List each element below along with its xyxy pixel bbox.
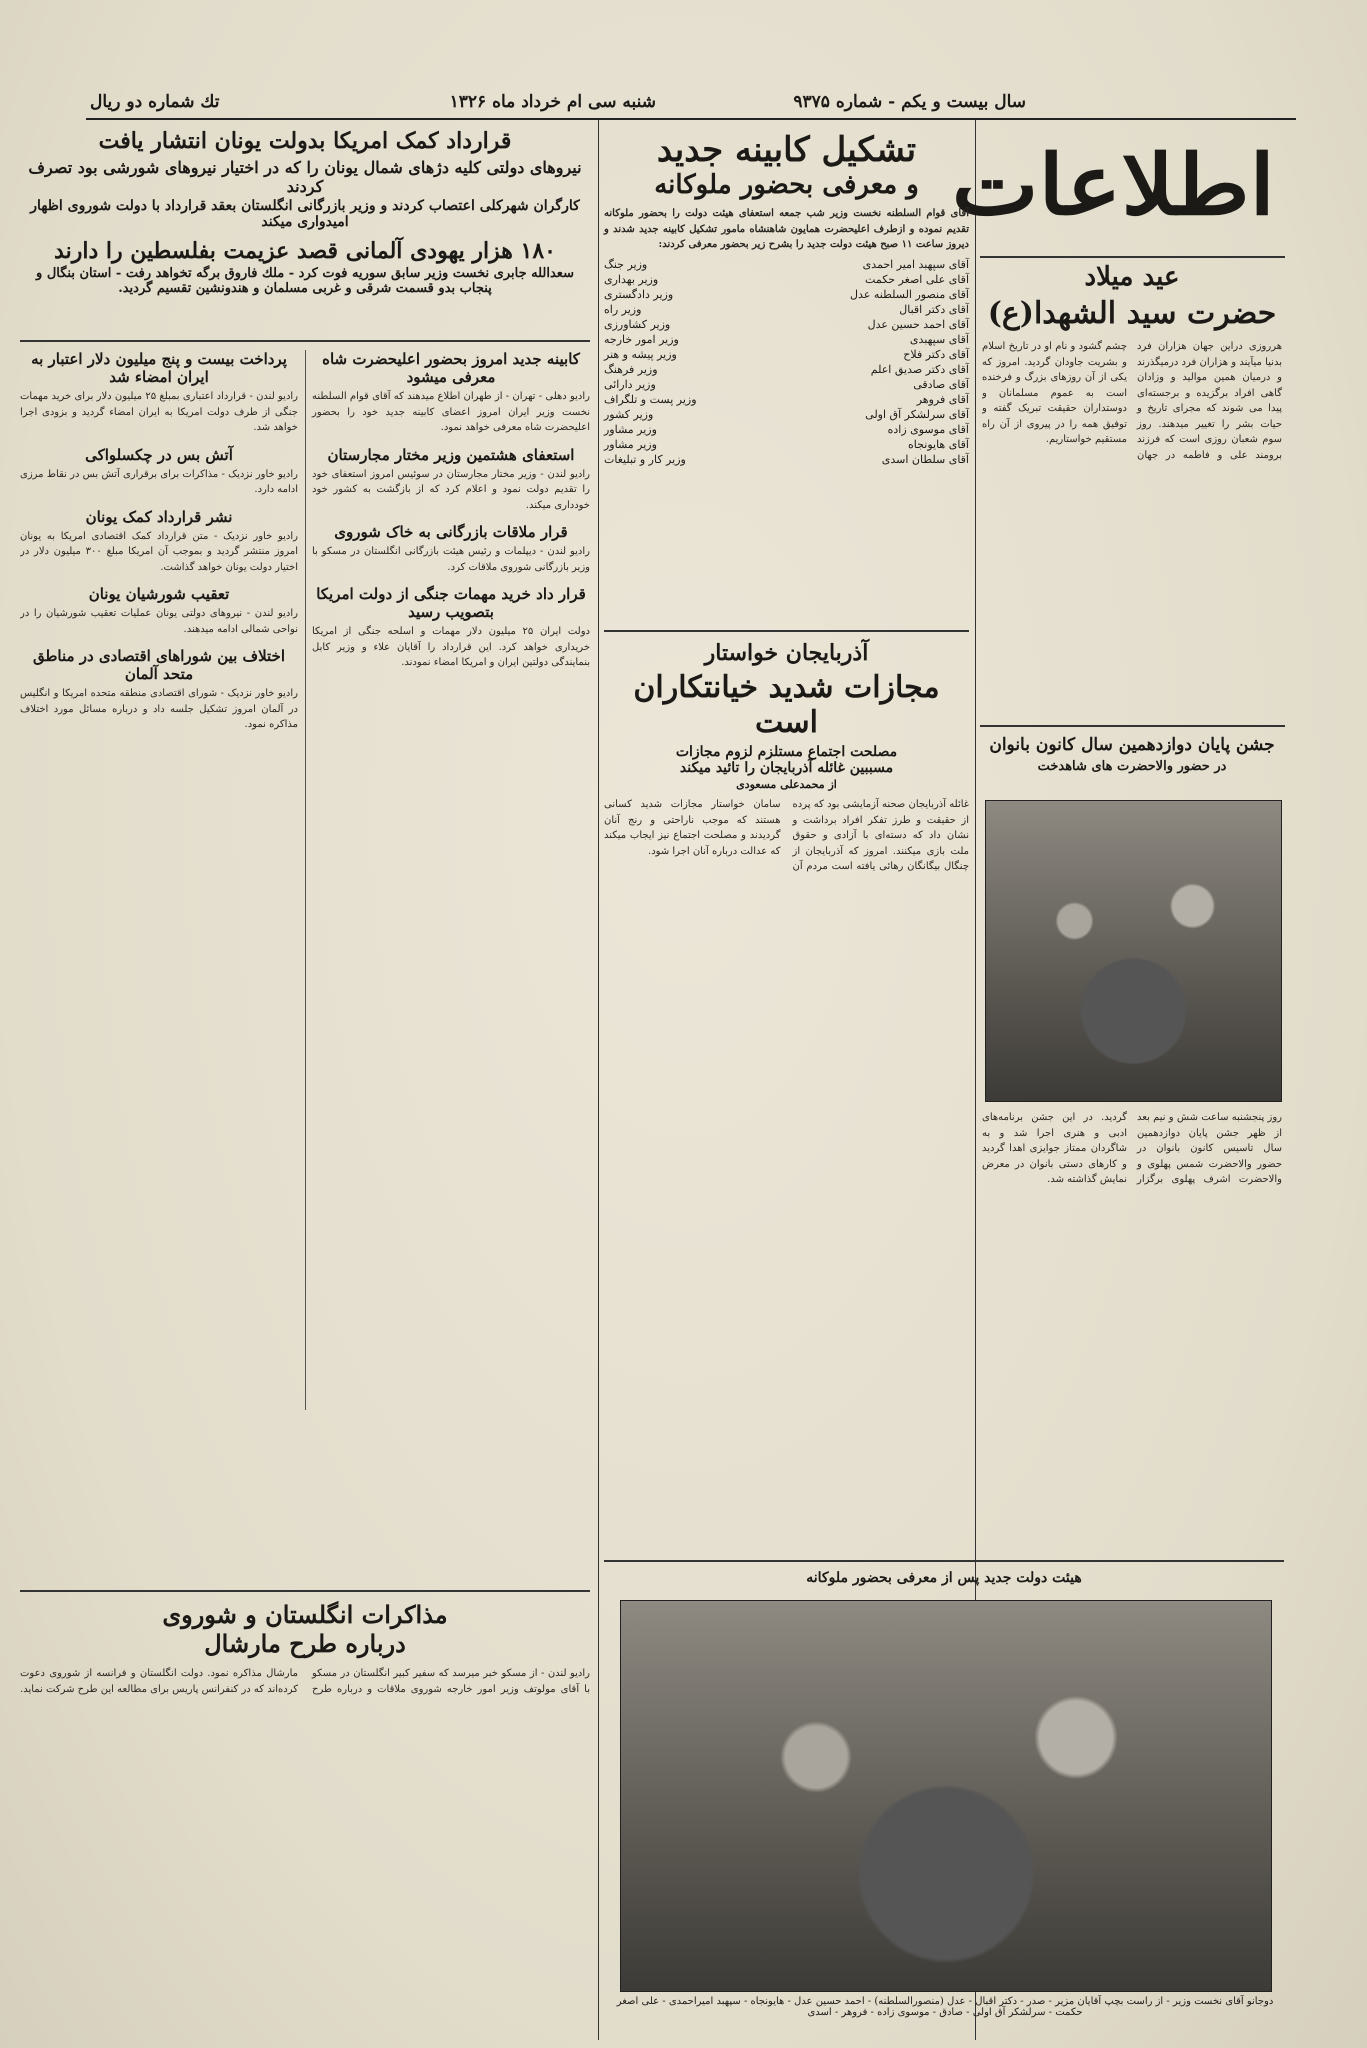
minister-name: آقای احمد حسین عدل — [867, 317, 969, 331]
palestine-body: سعدالله جابری نخست وزیر سابق سوریه فوت کرد - ملك فاروق برگه تخواهد رفت - استان بنگال و پنجاب بدو قسمت شرقی و غربی مسلمان و هندونشین تقسیم گردید. — [36, 266, 574, 296]
news-item — [20, 647, 298, 733]
minister-row — [604, 257, 969, 272]
minister-row — [604, 392, 969, 407]
news-item — [312, 585, 590, 671]
news-item-title: استعفای هشتمین وزیر مختار مجارستان — [327, 445, 575, 464]
minister-post: وزیر کشور — [604, 407, 654, 421]
cabinet-title: تشکیل کابینه جدید — [656, 130, 917, 170]
minister-row — [604, 317, 969, 332]
greece-title: قرارداد کمک امریکا بدولت یونان انتشار یافت — [98, 128, 512, 154]
cabinet-article — [604, 130, 969, 467]
minister-name: آقای سرلشکر آق اولی — [865, 407, 969, 421]
news-item-title: آتش بس در چکسلواکی — [85, 445, 233, 464]
news-item-body: رادیو لندن - نیروهای دولتی یونان عملیات تعقیب شورشیان را در نواحی شمالی ادامه میدهند. — [20, 608, 298, 635]
minister-row — [604, 407, 969, 422]
news-item-title: کابینه جدید امروز بحضور اعلیحضرت شاه معرفی میشود — [322, 350, 580, 386]
minister-name: آقای موسوی زاده — [887, 422, 969, 436]
bottom-photo-title: هیئت دولت جدید پس از معرفی بحضور ملوکانه — [806, 1570, 1082, 1586]
minister-row — [604, 437, 969, 452]
cabinet-photo — [620, 1600, 1272, 1992]
minister-post: وزیر دارائی — [604, 377, 656, 391]
minister-post: وزیر مشاور — [604, 437, 657, 451]
minister-post: وزیر کشاورزی — [604, 317, 671, 331]
minister-row — [604, 287, 969, 302]
news-item-title: تعقیب شورشیان یونان — [88, 585, 230, 603]
cabinet-intro: آقای قوام السلطنه نخست وزیر شب جمعه استعفای هیئت دولت را بحضور ملوکانه تقدیم نموده و ازطرف اعلیحضرت همایون شاهنشاه مامور تشکیل کابینه جدید شدند و دیروز ساعت ۱۱ صبح هیئت دولت جدید را بشرح زیر بحضور معرفی کردند: — [604, 208, 969, 250]
minister-post: وزیر کار و تبلیغات — [604, 452, 686, 466]
news-item-body: رادیو خاور نزدیک - مذاکرات برای برقراری آتش بس در نقاط مرزی ادامه دارد. — [20, 468, 298, 495]
azerbaijan-body: غائله آذربایجان صحنه آزمایشی بود که پرده از حقیقت و طرز تفکر افراد برداشت و نشان داد که دسته‌ای با آزادی و حقوق ملت بازی میکنند. امروز که آذربایجان از چنگال بیگانگان رهائی یافته است مردم آن سامان خواستار مجازات شدید کسانی هستند که موجب ناراحتی و رنج آنان گردیدند و مصلحت اجتماع نیز ایجاب میکند که عدالت درباره آنان اجرا شود. — [604, 799, 969, 872]
minister-name: آقای منصور السلطنه عدل — [850, 287, 969, 301]
minister-row — [604, 272, 969, 287]
minister-name: آقای علی اصغر حکمت — [865, 272, 969, 286]
news-item — [312, 350, 590, 436]
greece-sub2: کارگران شهرکلی اعتصاب کردند و وزیر بازرگانی انگلستان بعقد قرارداد با دولت شوروی اظهار امیدواری میکند — [30, 198, 580, 230]
azerbaijan-title: مجازات شدید خیانتکاران است — [633, 670, 940, 740]
azerbaijan-kicker: آذربایجان خواستار — [704, 640, 869, 666]
masthead-rule — [980, 256, 1285, 258]
eid-title: عید میلاد — [1084, 262, 1180, 292]
palestine-title: ۱۸۰ هزار یهودی آلمانی قصد عزیمت بفلسطین را دارند — [54, 238, 556, 264]
minister-name: آقای سپهبد امیر احمدی — [862, 257, 969, 271]
minister-name: آقای صادقی — [913, 377, 969, 391]
azerbaijan-byline: از محمدعلی مسعودی — [736, 778, 837, 791]
greece-article — [20, 128, 590, 296]
azerbaijan-sub2: مسببین غائله آذربایجان را تائید میکند — [679, 760, 894, 776]
minister-name: آقای دکتر فلاح — [903, 347, 969, 361]
bottom-photo-caption: دوجانو آقای نخست وزیر - از راست بچپ آقایان مزیر - صدر - دکتر اقبال - عدل (منصورالسلطنه) - احمد حسین عدل - هایونجاه - سپهبد امیراحمدی - علی اصغر حکمت - سرلشکر آق اولی - صادق - موسوی زاده - فروهر - اسدی — [616, 1996, 1274, 2018]
issue-price: تك شماره دو ریال — [90, 92, 220, 112]
azerbaijan-article — [604, 640, 969, 1427]
women-day-body: روز پنجشنبه ساعت شش و نیم بعد از ظهر جشن پایان دوازدهمین سال تاسیس کانون بانوان در حضور والاحضرت شمس پهلوی و والاحضرت اشرف پهلوی برگزار گردید. در این جشن برنامه‌های ادبی و هنری اجرا شد و به شاگردان ممتاز جوایزی اهدا گردید و کارهای دستی بانوان در معرض نمایش گذاشته شد. — [982, 1112, 1282, 1185]
issue-date: شنبه سی ام خرداد ماه ۱۳۲۶ — [449, 92, 656, 112]
news-item — [20, 508, 298, 576]
issue-number: سال بیست و یکم - شماره ۹۳۷۵ — [793, 92, 1026, 112]
news-item-body: رادیو خاور نزدیک - متن قرارداد کمک اقتصادی امریکا به یونان امروز منتشر گردید و بموجب آن امریکا مبلغ ۳۰۰ میلیون دلار در اختیار دولت یونان خواهد گذاشت. — [20, 530, 299, 573]
women-day-photo — [985, 800, 1282, 1102]
section-rule — [980, 725, 1285, 727]
news-item-body: رادیو خاور نزدیک - شورای اقتصادی منطقه متحده امریکا و انگلیس در آلمان امروز تشکیل جلسه داد و درباره مسائل مورد اختلاف مذاکره نمود. — [20, 688, 298, 730]
news-item — [312, 523, 590, 575]
column-rule — [598, 120, 599, 2040]
news-item — [20, 446, 298, 498]
minister-post: وزیر پیشه و هنر — [604, 347, 677, 361]
minister-row — [604, 332, 969, 347]
cabinet-subtitle: و معرفی بحضور ملوکانه — [654, 170, 919, 200]
minister-post: وزیر پست و تلگراف — [604, 392, 697, 406]
greece-sub1: نیروهای دولتی کلیه دژهای شمال یونان را که در اختیار نیروهای شورشی بود تصرف کردند — [28, 158, 582, 196]
minister-post: وزیر امور خارجه — [604, 332, 679, 346]
minister-name: آقای دکتر اقبال — [899, 302, 969, 316]
minister-post: وزیر جنگ — [604, 257, 648, 271]
news-item-body: رادیو لندن - قرارداد اعتباری بمبلغ ۲۵ میلیون دلار برای خرید مهمات جنگی از طرف دولت امریکا به ایران امضاء گردید و بزودی اجرا خواهد شد. — [20, 391, 299, 433]
minister-list — [604, 257, 969, 467]
section-rule — [20, 340, 590, 342]
minister-row — [604, 422, 969, 437]
minister-row — [604, 347, 969, 362]
women-day-subtitle: در حضور والاحضرت های شاهدخت — [1037, 759, 1227, 774]
news-item-title: نشر قرارداد کمک یونان — [85, 507, 233, 526]
minister-name: آقای سلطان اسدی — [881, 452, 969, 466]
news-item — [20, 350, 298, 436]
eid-body: هرروزی دراین جهان هزاران فرد بدنیا میآیند و هزاران فرد درمیگذرند و درمیان همین موالید و وزادان گاهی افراد برگزیده و برجسته‌ای پیدا می شوند که مجرای تاریخ و حیات بشر را تغییر میدهند. روز سوم شعبان روزی است که فرزند برومند علی و فاطمه در جهان چشم گشود و نام او در تاریخ اسلام و بشریت جاودان گردید. امروز که یکی از آن روزهای بزرگ و فرخنده است به عموم مسلمانان و دوستداران حقیقت تبریک گفته و توفیق همه را در پیروی از آن راه مستقیم خواستاریم. — [982, 341, 1282, 461]
minister-post: وزیر دادگستری — [604, 287, 674, 301]
minister-post: وزیر راه — [604, 302, 642, 316]
section-rule — [604, 1560, 1284, 1562]
eid-subtitle: حضرت سید الشهدا(ع) — [987, 296, 1277, 331]
news-item — [20, 585, 298, 637]
women-day-article — [982, 735, 1282, 774]
minister-name: آقای سپهبدی — [909, 332, 969, 346]
marshall-subtitle: درباره طرح مارشال — [204, 1629, 406, 1658]
marshall-body: رادیو لندن - از مسکو خبر میرسد که سفیر کبیر انگلستان در مسکو با آقای مولوتف وزیر امور خارجه شوروی ملاقات و درباره طرح مارشال مذاکره نمود. دولت انگلستان و فرانسه از شوروی دعوت کرده‌اند که در کنفرانس پاریس برای مطالعه این طرح شرکت نماید. — [20, 1668, 590, 1695]
marshall-article — [20, 1600, 590, 2006]
section-rule — [604, 630, 969, 632]
minister-name: آقای هایونجاه — [908, 437, 969, 451]
masthead-logo: اطلاعات — [951, 136, 1275, 234]
news-item-body: دولت ایران ۲۵ میلیون دلار مهمات و اسلحه جنگی از امریکا خریداری خواهد کرد. این قرارداد را آقایان علاء و وزیر کابل بنمایندگی دولتین ایران و امریکا امضاء نمودند. — [312, 626, 590, 668]
marshall-title: مذاکرات انگلستان و شوروی — [162, 1600, 448, 1629]
news-item-body: رادیو لندن - وزیر مختار مجارستان در سوئیس امروز استعفای خود را تقدیم دولت نمود و اعلام کرد که از بازگشت به کشور خود خودداری میکند. — [312, 468, 590, 511]
minister-name: آقای فروهر — [916, 392, 969, 406]
minister-post: وزیر مشاور — [604, 422, 657, 436]
azerbaijan-sub1: مصلحت اجتماع مستلزم لزوم مجازات — [675, 744, 898, 760]
news-item-title: اختلاف بین شوراهای اقتصادی در مناطق متحد آلمان — [32, 647, 285, 683]
header-strip — [86, 88, 1296, 120]
minister-row — [604, 452, 969, 467]
minister-row — [604, 377, 969, 392]
news-item-title: پرداخت بیست و پنج میلیون دلار اعتبار به ایران امضاء شد — [31, 350, 287, 386]
news-item-title: قرار ملاقات بازرگانی به خاک شوروی — [334, 523, 568, 541]
news-item-body: رادیو دهلی - تهران - از طهران اطلاع میدهند که آقای قوام السلطنه نخست وزیر ایران امروز اعضای کابینه جدید خود را بحضور اعلیحضرت شاه معرفی خواهد نمود. — [312, 391, 590, 433]
minister-post: وزیر فرهنگ — [604, 362, 658, 376]
news-columns — [20, 350, 590, 1410]
minister-post: وزیر بهداری — [604, 272, 659, 286]
news-item-body: رادیو لندن - دیپلمات و رئیس هیئت بازرگانی انگلستان در مسکو با وزیر بازرگانی شوروی ملاقات کرد. — [312, 546, 590, 573]
minister-row — [604, 362, 969, 377]
minister-name: آقای دکتر صدیق اعلم — [870, 362, 969, 376]
news-item-title: قرار داد خرید مهمات جنگی از دولت امریکا بتصویب رسید — [316, 585, 586, 621]
news-item — [312, 446, 590, 514]
women-day-title: جشن پایان دوازدهمین سال کانون بانوان — [989, 735, 1275, 755]
section-rule — [20, 1590, 590, 1592]
minister-row — [604, 302, 969, 317]
eid-article — [982, 262, 1282, 759]
